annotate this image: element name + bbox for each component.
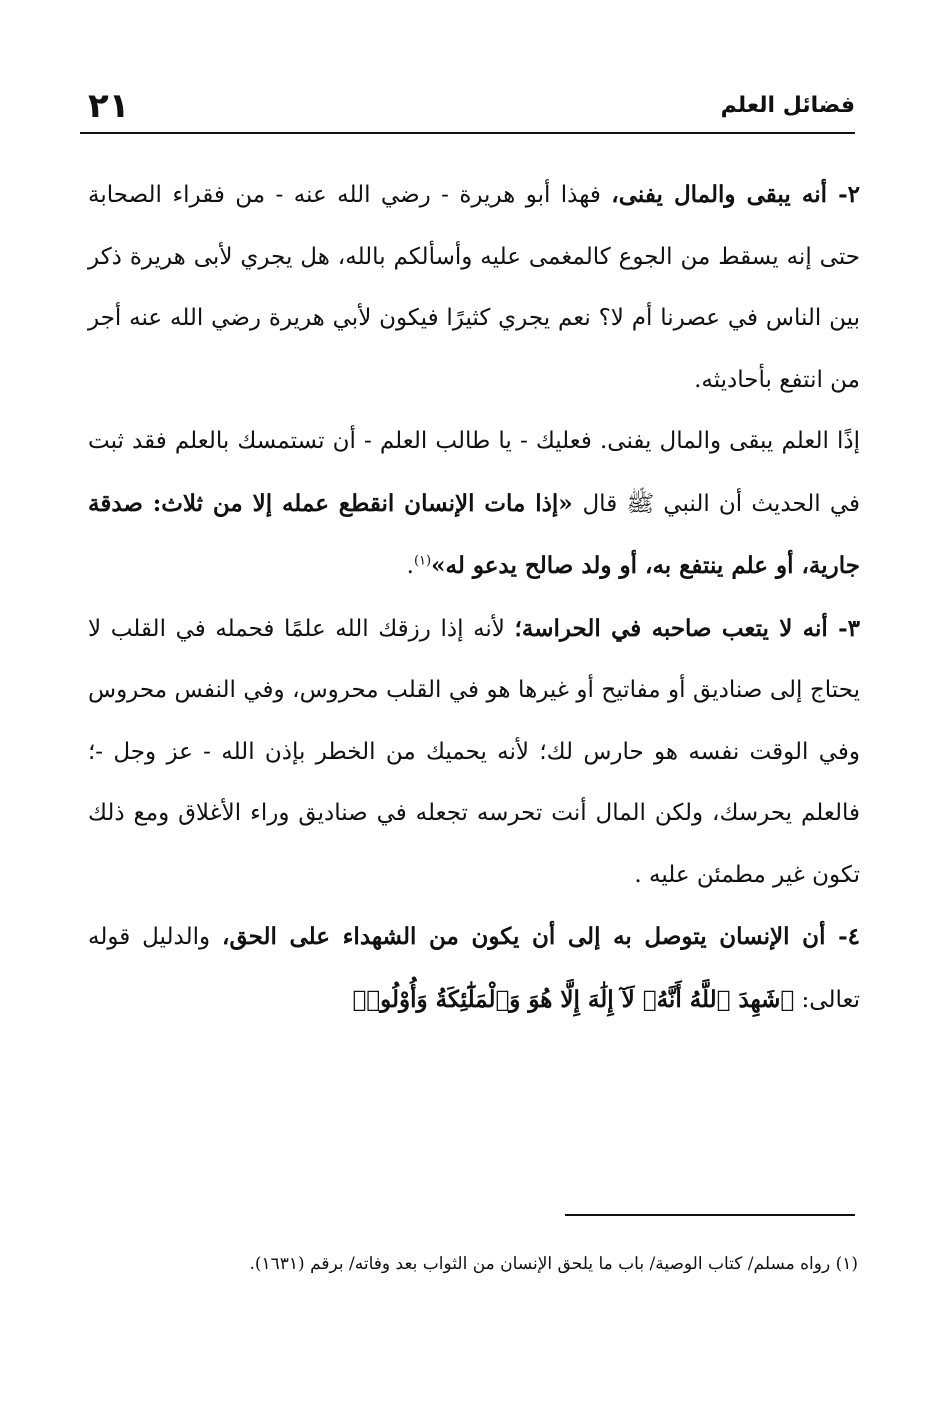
point-4-heading: ٤- أن الإنسان يتوصل به إلى أن يكون من الشهداء على الحق، [222,923,860,950]
footnote: (١) رواه مسلم/ كتاب الوصية/ باب ما يلحق الإنسان من الثواب بعد وفاته/ برقم (١٦٣١). [249,1254,858,1274]
footnote-reference: (١) [413,553,432,569]
hadith-end: . [406,553,414,579]
footnote-divider [565,1214,855,1216]
page-number: ٢١ [88,86,130,126]
paragraph-hadith [88,411,860,598]
paragraph-point-4 [88,906,860,1031]
quran-verse: ﴿شَهِدَ ٱللَّهُ أَنَّهُۥ لَآ إِلَٰهَ إِلَّا هُوَ وَٱلْمَلَٰٓئِكَةُ وَأُوْلُوا۟ [352,985,795,1013]
point-2-text: فهذا أبو هريرة - رضي الله عنه - من فقراء الصحابة حتى إنه يسقط من الجوع كالمغمى عليه وأسألكم بالله، هل يجري لأبى هريرة ذكر بين الناس في عصرنا أم لا؟ نعم يجري كثيرًا فيكون لأبي هريرة رضي الله عنه أجر من انتفع بأحاديثه. [88,182,860,393]
point-3-text: لأنه إذا رزقك الله علمًا فحمله في القلب لا يحتاج إلى صناديق أو مفاتيح أو غيرها هو في القلب محروس، وفي النفس محروس وفي الوقت نفسه هو حارس لك؛ لأنه يحميك من الخطر بإذن الله - عز وجل -؛ فالعلم يحرسك، ولكن المال أنت تحرسه تجعله في صناديق وراء الأغلاق ومع ذلك تكون غير مطمئن عليه . [88,615,860,888]
point-3-heading: ٣- أنه لا يتعب صاحبه في الحراسة؛ [514,614,860,642]
running-title: فضائل العلم [720,93,855,118]
paragraph-point-3 [88,598,860,907]
hadith-quote: «إذا مات الإنسان انقطع عمله إلا من ثلاث: صدقة جارية، أو علم ينتفع به، أو ولد صالح يدعو له» [88,489,860,579]
page-header [80,80,855,134]
hadith-intro: إذًا العلم يبقى والمال يفنى. فعليك - يا طالب العلم - أن تستمسك بالعلم فقد ثبت في الحديث أن النبي ﷺ قال [88,428,860,517]
point-4-text: والدليل قوله تعالى: [88,924,860,1013]
point-2-heading: ٢- أنه يبقى والمال يفنى، [611,181,861,208]
paragraph-point-2 [88,164,860,411]
page-body [88,164,860,1031]
